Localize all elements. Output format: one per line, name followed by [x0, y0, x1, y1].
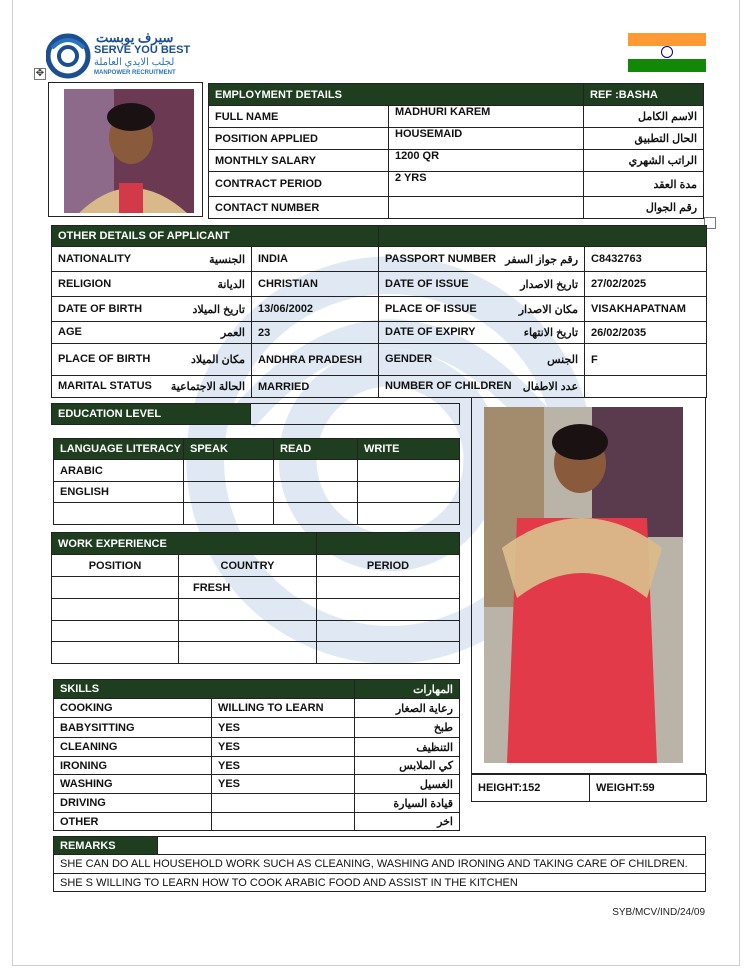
salary-label: MONTHLY SALARY [209, 150, 389, 172]
issue-date-value: 27/02/2025 [585, 272, 707, 297]
work-position-col: POSITION [52, 555, 179, 577]
work-country-col: COUNTRY [179, 555, 317, 577]
issue-place-value: VISAKHAPATNAM [585, 297, 707, 322]
logo-name: SERVE YOU BEST [94, 44, 191, 56]
logo-tagline: MANPOWER RECRUITMENT [94, 70, 176, 76]
language-table [53, 438, 460, 525]
skill-cooking: COOKING [54, 699, 212, 718]
reference-code: SYB/MCV/IND/24/09 [612, 907, 705, 918]
weight-value: WEIGHT:59 [590, 775, 707, 802]
skill-cleaning: CLEANING [54, 738, 212, 757]
portrait-image [49, 83, 203, 217]
skill-driving: DRIVING [54, 794, 212, 813]
remarks-table [53, 836, 706, 892]
work-period-col: PERIOD [317, 555, 460, 577]
contact-label: CONTACT NUMBER [209, 197, 389, 219]
language-arabic: ARABIC [54, 460, 184, 482]
children-label: NUMBER OF CHILDREN عدد الاطفال [379, 376, 585, 398]
children-value [585, 376, 707, 398]
marital-label: MARITAL STATUS الحالة الاجتماعية [52, 376, 252, 398]
write-header: WRITE [358, 439, 460, 460]
other-details-table [51, 225, 707, 398]
logo-emblem-icon [46, 30, 94, 82]
skill-cooking-value: WILLING TO LEARN [212, 699, 355, 718]
skill-other: OTHER [54, 813, 212, 831]
full-name-label: FULL NAME [209, 106, 389, 128]
skills-header: SKILLS [54, 680, 355, 699]
work-row-position [52, 577, 179, 599]
applicant-photo-large [471, 397, 706, 774]
ashoka-chakra-icon [661, 46, 673, 58]
position-value: HOUSEMAID [389, 128, 584, 150]
skills-table: SKILLS المهارات COOKING WILLING TO LEARN رعاية الصغار BABYSITTING YES طبخ CLEANING YES التنظيف IRONING YES كي الملابس WASHING YES الغسيل DRIVING قيادة السيارة OTHER اخر [53, 679, 460, 831]
contract-arabic: مدة العقد [584, 172, 704, 197]
marital-value: MARRIED [252, 376, 379, 398]
work-experience-table [51, 532, 460, 664]
issue-date-label: DATE OF ISSUE تاريخ الاصدار [379, 272, 585, 297]
religion-label: RELIGION الديانة [52, 272, 252, 297]
age-value: 23 [252, 322, 379, 344]
read-header: READ [274, 439, 358, 460]
education-label: EDUCATION LEVEL [52, 404, 251, 425]
language-english: ENGLISH [54, 482, 184, 503]
logo-arabic-name: سيرف يوبست [96, 30, 174, 45]
position-arabic: الحال التطبيق [584, 128, 704, 150]
contact-value [389, 197, 584, 219]
education-value [251, 404, 460, 425]
skill-ironing: IRONING [54, 757, 212, 775]
applicant-photo-small [48, 82, 203, 217]
contact-arabic: رقم الجوال [584, 197, 704, 219]
expiry-label: DATE OF EXPIRY تاريخ الانتهاء [379, 322, 585, 344]
work-row-country: FRESH [179, 577, 317, 599]
education-table [51, 403, 460, 425]
full-name-arabic: الاسم الكامل [584, 106, 704, 128]
nationality-label: NATIONALITY الجنسية [52, 247, 252, 272]
remarks-line-1: SHE CAN DO ALL HOUSEHOLD WORK SUCH AS CLEANING, WASHING AND IRONING AND TAKING CARE OF CHILDREN. [54, 855, 706, 874]
contract-label: CONTRACT PERIOD [209, 172, 389, 197]
dob-label: DATE OF BIRTH تاريخ الميلاد [52, 297, 252, 322]
passport-value: C8432763 [585, 247, 707, 272]
employment-details-header: EMPLOYMENT DETAILS [209, 84, 584, 106]
remarks-line-2: SHE S WILLING TO LEARN HOW TO COOK ARABIC FOOD AND ASSIST IN THE KITCHEN [54, 874, 706, 892]
salary-value: 1200 QR [389, 150, 584, 172]
logo-arabic-tagline: لجلب الايدي العاملة [94, 57, 175, 68]
birthplace-value: ANDHRA PRADESH [252, 344, 379, 376]
gender-label: GENDER الجنس [379, 344, 585, 376]
table-move-handle-icon[interactable]: ✥ [35, 68, 45, 79]
height-value: HEIGHT:152 [472, 775, 590, 802]
position-label: POSITION APPLIED [209, 128, 389, 150]
birthplace-label: PLACE OF BIRTH مكان الميلاد [52, 344, 252, 376]
salary-arabic: الراتب الشهري [584, 150, 704, 172]
issue-place-label: PLACE OF ISSUE مكان الاصدار [379, 297, 585, 322]
dob-value: 13/06/2002 [252, 297, 379, 322]
full-body-image [472, 398, 706, 774]
passport-label: PASSPORT NUMBER رقم جواز السفر [379, 247, 585, 272]
height-weight-table [471, 774, 707, 802]
india-flag [628, 33, 706, 72]
full-name-value: MADHURI KAREM [389, 106, 584, 128]
expiry-value: 26/02/2035 [585, 322, 707, 344]
nationality-value: INDIA [252, 247, 379, 272]
contract-value: 2 YRS [389, 172, 584, 197]
language-header: LANGUAGE LITERACY [54, 439, 184, 460]
language-blank [54, 503, 184, 525]
company-logo [46, 30, 196, 82]
skill-babysitting: BABYSITTING [54, 718, 212, 738]
remarks-header: REMARKS [54, 837, 158, 855]
work-row-period [317, 577, 460, 599]
speak-header: SPEAK [184, 439, 274, 460]
age-label: AGE العمر [52, 322, 252, 344]
work-experience-header: WORK EXPERIENCE [52, 533, 317, 555]
employment-details-table [208, 83, 704, 219]
religion-value: CHRISTIAN [252, 272, 379, 297]
skill-washing: WASHING [54, 775, 212, 794]
other-details-header: OTHER DETAILS OF APPLICANT [52, 226, 379, 247]
gender-value: F [585, 344, 707, 376]
ref-label: REF :BASHA [584, 84, 704, 106]
skills-header-arabic: المهارات [355, 680, 460, 699]
other-details-header-blank [379, 226, 707, 247]
